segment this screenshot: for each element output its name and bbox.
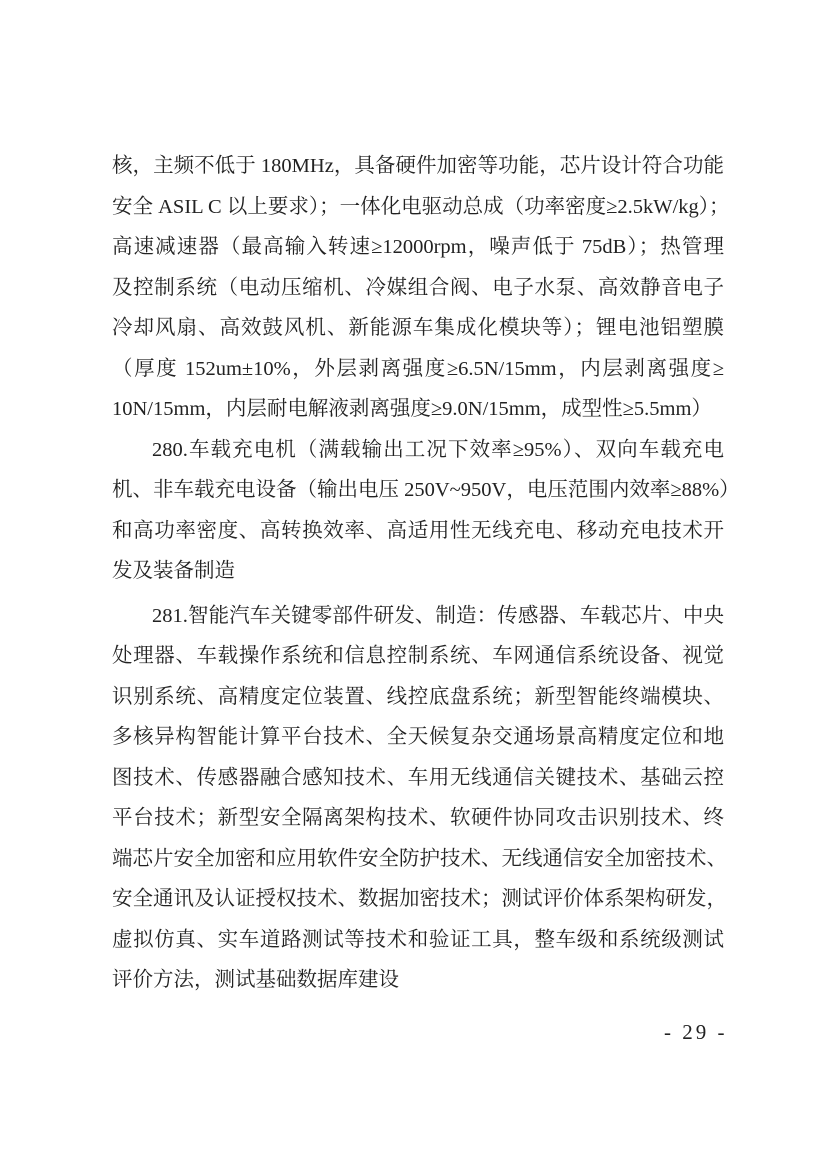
text-line: 处理器、车载操作系统和信息控制系统、车网通信系统设备、视觉 — [112, 645, 724, 667]
text-line: 平台技术；新型安全隔离架构技术、软硬件协同攻击识别技术、终 — [112, 807, 724, 829]
page-number: - 29 - — [664, 1020, 728, 1044]
text-line: 图技术、传感器融合感知技术、车用无线通信关键技术、基础云控 — [112, 766, 724, 789]
text-line: 及控制系统（电动压缩机、冷媒组合阀、电子水泵、高效静音电子 — [112, 276, 724, 299]
text-line: 高速减速器（最高输入转速≥12000rpm，噪声低于 75dB）；热管理 — [112, 236, 724, 258]
text-line: 280.车载充电机（满载输出工况下效率≥95%）、双向车载充电 — [152, 438, 724, 461]
paragraph-continuation — [112, 146, 730, 430]
text-line: 识别系统、高精度定位装置、线控底盘系统；新型智能终端模块、 — [112, 685, 724, 708]
text-line: 安全 ASIL C 以上要求）；一体化电驱动总成（功率密度≥2.5kW/kg）； — [112, 195, 730, 218]
text-line: 评价方法，测试基础数据库建设 — [112, 969, 399, 991]
text-line: 多核异构智能计算平台技术、全天候复杂交通场景高精度定位和地 — [112, 726, 724, 748]
document-body — [112, 146, 740, 1001]
text-line: 核，主频不低于 180MHz，具备硬件加密等功能，芯片设计符合功能 — [112, 155, 724, 177]
paragraph-item-281 — [112, 596, 727, 1001]
text-line: 281.智能汽车关键零部件研发、制造：传感器、车载芯片、中央 — [152, 604, 724, 627]
text-line: 10N/15mm，内层耐电解液剥离强度≥9.0N/15mm，成型性≥5.5mm） — [112, 398, 712, 420]
text-line: 虚拟仿真、实车道路测试等技术和验证工具，整车级和系统级测试 — [112, 928, 724, 951]
text-line: 机、非车载充电设备（输出电压 250V~950V，电压范围内效率≥88%） — [112, 479, 740, 501]
paragraph-item-280 — [112, 430, 740, 592]
text-line: 发及装备制造 — [112, 560, 235, 582]
text-line: 和高功率密度、高转换效率、高适用性无线充电、移动充电技术开 — [112, 519, 724, 542]
text-line: （厚度 152um±10%，外层剥离强度≥6.5N/15mm，内层剥离强度≥ — [112, 357, 724, 380]
text-line: 冷却风扇、高效鼓风机、新能源车集成化模块等）；锂电池铝塑膜 — [112, 317, 724, 339]
text-line: 端芯片安全加密和应用软件安全防护技术、无线通信安全加密技术、 — [112, 847, 727, 870]
text-line: 安全通讯及认证授权技术、数据加密技术；测试评价体系架构研发， — [112, 888, 727, 910]
